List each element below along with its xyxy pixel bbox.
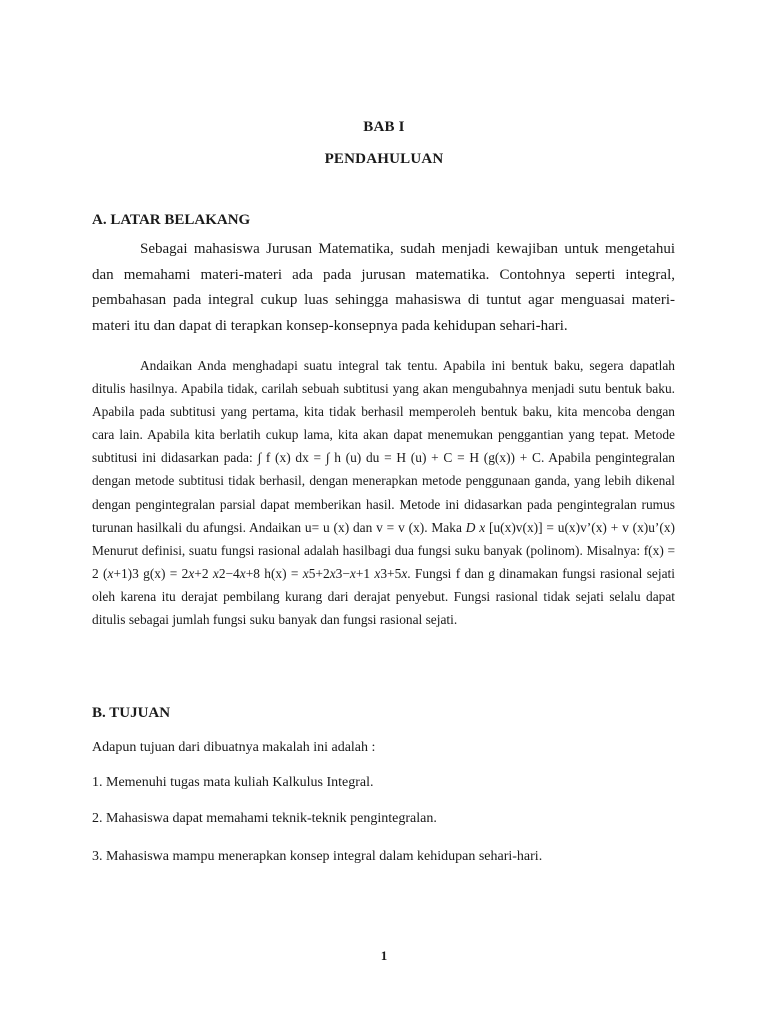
section-a-heading: A. LATAR BELAKANG [92,212,251,228]
objective-item-3: 3. Mahasiswa mampu menerapkan konsep integral dalam kehidupan sehari-hari. [92,849,543,864]
background-paragraph-1: Sebagai mahasiswa Jurusan Matematika, sudah menjadi kewajiban untuk mengetahui dan memahami materi-materi ada pada jurusan matematika. Contohnya seperti integral, pembahasan pada integral cukup luas sehingga mahasiswa di tuntut agar menguasai materi-materi itu dan dapat di terapkan konsep-konsepnya pada kehidupan sehari-hari. [92,241,675,334]
objective-item-2: 2. Mahasiswa dapat memahami teknik-teknik pengintegralan. [92,811,437,826]
math-symbol: D x [465,519,486,535]
background-paragraph-2 [92,354,675,631]
math-symbol: x [349,565,356,581]
objectives-intro: Adapun tujuan dari dibuatnya makalah ini adalah : [92,740,376,755]
paragraph-text: +2 [194,565,213,581]
page-number: 1 [380,948,388,963]
paragraph-text: +1 [355,565,375,581]
math-symbol: x [107,565,114,581]
chapter-label: BAB I [363,119,405,135]
paragraph-text: 2−4 [218,565,240,581]
paragraph-text: Andaikan Anda menghadapi suatu integral tak tentu. Apabila ini bentuk baku, segera dapatlah ditulis hasilnya. Apabila tidak, carilah sebuah subtitusi yang akan mengubahnya menjadi sutu bentuk baku. Apabila pada subtitusi yang pertama, kita tidak berhasil memperoleh bentuk baku, kita mencoba dengan cara lain. Apabila kita berlatih cukup lama, kita akan dapat menemukan penggantian yang tepat. Metode subtitusi ini didasarkan pada: ∫ f (x) dx = ∫ h (u) du = H (u) + C = H (g(x)) + C. Apabila pengintegralan dengan metode subtitusi tidak berhasil, dengan menerapkan metode penggunaan ganda, yang lebih dikenal dengan pengintegralan parsial dapat memberikan hasil. Metode ini didasarkan pada pengintegralan rumus turunan hasilkali du afungsi. Andaikan u= u (x) dan v = v (x). Maka [92,358,675,535]
math-symbol: x [188,565,195,581]
paragraph-text: +8 h(x) = [245,565,303,581]
math-symbol: x [401,565,408,581]
paragraph-text: . Fungsi f dan g dinamakan fungsi rasional sejati oleh karena itu derajat pembilang kurang dari derajat penyebut. Fungsi rasional tidak sejati selalu dapat ditulis sebagai jumlah fungsi suku banyak dan fungsi rasional sejati. [92,565,675,628]
chapter-title: PENDAHULUAN [324,151,444,167]
section-b-heading: B. TUJUAN [92,705,171,721]
math-symbol: x [212,565,219,581]
objective-item-1: 1. Memenuhi tugas mata kuliah Kalkulus Integral. [92,775,374,790]
paragraph-text: +1)3 g(x) = 2 [113,565,189,581]
math-symbol: x [329,565,336,581]
math-symbol: x [239,565,246,581]
paragraph-text: 3− [335,565,350,581]
paragraph-text: 3+5 [380,565,402,581]
paragraph-text: 5+2 [308,565,330,581]
math-symbol: x [374,565,381,581]
paragraph-text: [u(x)v(x)] = u(x)v’(x) + v (x)u’(x) Menurut definisi, suatu fungsi rasional adalah hasilbagi dua fungsi suku banyak (polinom). Misalnya: f(x) = 2 ( [92,519,675,581]
math-symbol: x [302,565,309,581]
